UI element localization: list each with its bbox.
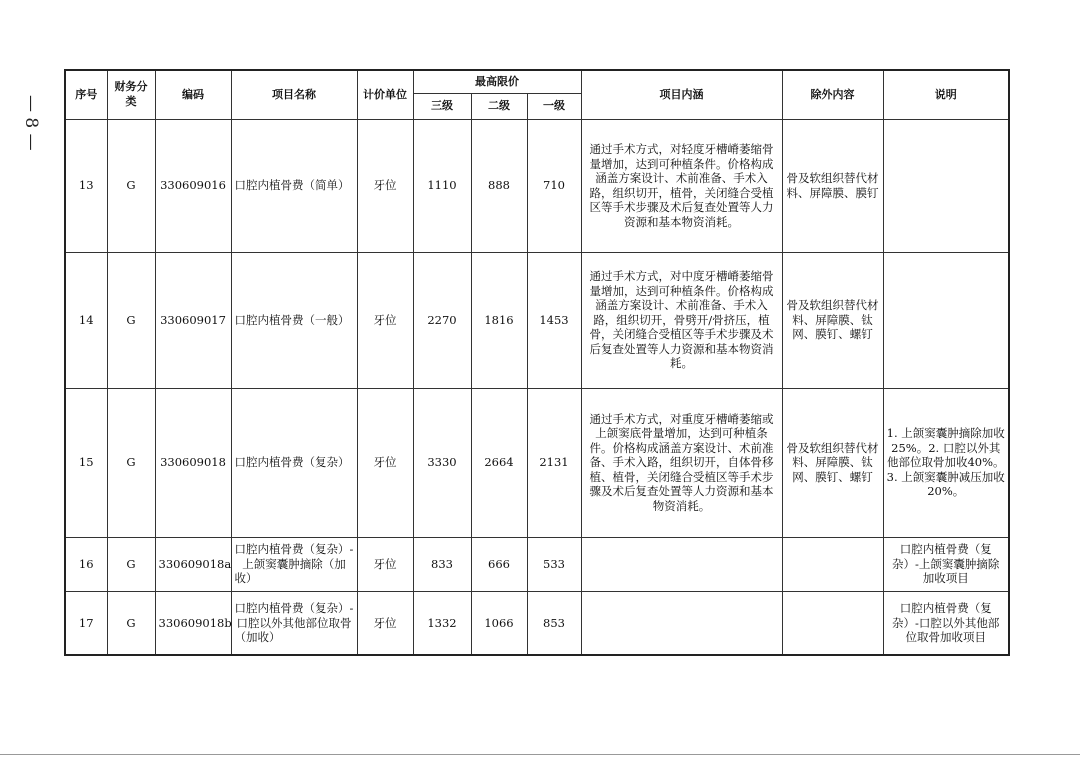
- cell-level3: 1332: [413, 591, 471, 655]
- cell-notes: 口腔内植骨费（复杂）-上颌窦囊肿摘除加收项目: [883, 537, 1009, 591]
- cell-content: [581, 537, 782, 591]
- cell-notes: [883, 119, 1009, 252]
- cell-code: 330609017: [155, 252, 231, 388]
- cell-level3: 1110: [413, 119, 471, 252]
- cell-unit: 牙位: [357, 591, 413, 655]
- cell-unit: 牙位: [357, 119, 413, 252]
- cell-level2: 2664: [471, 388, 527, 537]
- cell-code: 330609018a: [155, 537, 231, 591]
- page-bottom-rule: [0, 754, 1080, 755]
- cell-notes: 1. 上颌窦囊肿摘除加收25%。2. 口腔以外其他部位取骨加收40%。3. 上颌窦囊肿减压加收20%。: [883, 388, 1009, 537]
- cell-exclusions: 骨及软组织替代材料、屏障膜、钛网、膜钉、螺钉: [782, 388, 883, 537]
- cell-level3: 3330: [413, 388, 471, 537]
- cell-notes: [883, 252, 1009, 388]
- table-row: [65, 252, 1009, 388]
- header-level3: 三级: [413, 93, 471, 119]
- cell-exclusions: 骨及软组织替代材料、屏障膜、膜钉: [782, 119, 883, 252]
- cell-seq: 17: [65, 591, 107, 655]
- cell-content: 通过手术方式，对轻度牙槽嵴萎缩骨量增加，达到可种植条件。价格构成涵盖方案设计、术前准备、手术入路，组织切开，植骨，关闭缝合受植区等手术步骤及术后复查处置等人力资源和基本物资消耗。: [581, 119, 782, 252]
- table-row: [65, 537, 1009, 591]
- price-table: [64, 69, 1010, 656]
- cell-category: G: [107, 252, 155, 388]
- cell-content: [581, 591, 782, 655]
- cell-category: G: [107, 119, 155, 252]
- header-name: 项目名称: [231, 70, 357, 119]
- cell-unit: 牙位: [357, 537, 413, 591]
- cell-name: 口腔内植骨费（复杂）-口腔以外其他部位取骨（加收）: [231, 591, 357, 655]
- cell-unit: 牙位: [357, 252, 413, 388]
- cell-name: 口腔内植骨费（复杂）-上颌窦囊肿摘除（加收）: [231, 537, 357, 591]
- cell-category: G: [107, 537, 155, 591]
- cell-content: 通过手术方式，对重度牙槽嵴萎缩或上颌窦底骨量增加，达到可种植条件。价格构成涵盖方案设计、术前准备、手术入路，组织切开，自体骨移植、植骨，关闭缝合受植区等手术步骤及术后复查处置等人力资源和基本物资消耗。: [581, 388, 782, 537]
- cell-seq: 16: [65, 537, 107, 591]
- header-level2: 二级: [471, 93, 527, 119]
- cell-level1: 710: [527, 119, 581, 252]
- header-level1: 一级: [527, 93, 581, 119]
- cell-seq: 14: [65, 252, 107, 388]
- header-category: 财务分类: [107, 70, 155, 119]
- cell-level1: 533: [527, 537, 581, 591]
- cell-name: 口腔内植骨费（一般）: [231, 252, 357, 388]
- cell-level1: 853: [527, 591, 581, 655]
- cell-level2: 1816: [471, 252, 527, 388]
- header-exclusions: 除外内容: [782, 70, 883, 119]
- header-seq: 序号: [65, 70, 107, 119]
- page-number: — 8 —: [21, 95, 41, 151]
- cell-unit: 牙位: [357, 388, 413, 537]
- header-unit: 计价单位: [357, 70, 413, 119]
- cell-level3: 2270: [413, 252, 471, 388]
- cell-name: 口腔内植骨费（简单）: [231, 119, 357, 252]
- cell-notes: 口腔内植骨费（复杂）-口腔以外其他部位取骨加收项目: [883, 591, 1009, 655]
- cell-category: G: [107, 591, 155, 655]
- table-row: [65, 388, 1009, 537]
- header-content: 项目内涵: [581, 70, 782, 119]
- cell-level2: 888: [471, 119, 527, 252]
- cell-exclusions: [782, 537, 883, 591]
- cell-level3: 833: [413, 537, 471, 591]
- cell-code: 330609018: [155, 388, 231, 537]
- table-row: [65, 119, 1009, 252]
- cell-level1: 1453: [527, 252, 581, 388]
- cell-level2: 666: [471, 537, 527, 591]
- cell-name: 口腔内植骨费（复杂）: [231, 388, 357, 537]
- header-row-1: [65, 70, 1009, 93]
- cell-exclusions: 骨及软组织替代材料、屏障膜、钛网、膜钉、螺钉: [782, 252, 883, 388]
- header-notes: 说明: [883, 70, 1009, 119]
- cell-code: 330609016: [155, 119, 231, 252]
- cell-code: 330609018b: [155, 591, 231, 655]
- header-price-limit: 最高限价: [413, 70, 581, 93]
- cell-exclusions: [782, 591, 883, 655]
- cell-content: 通过手术方式，对中度牙槽嵴萎缩骨量增加，达到可种植条件。价格构成涵盖方案设计、术前准备、手术入路，组织切开，骨劈开/骨挤压，植骨，关闭缝合受植区等手术步骤及术后复查处置等人力资源和基本物资消耗。: [581, 252, 782, 388]
- header-code: 编码: [155, 70, 231, 119]
- table-row: [65, 591, 1009, 655]
- cell-level2: 1066: [471, 591, 527, 655]
- cell-level1: 2131: [527, 388, 581, 537]
- cell-seq: 13: [65, 119, 107, 252]
- cell-category: G: [107, 388, 155, 537]
- cell-seq: 15: [65, 388, 107, 537]
